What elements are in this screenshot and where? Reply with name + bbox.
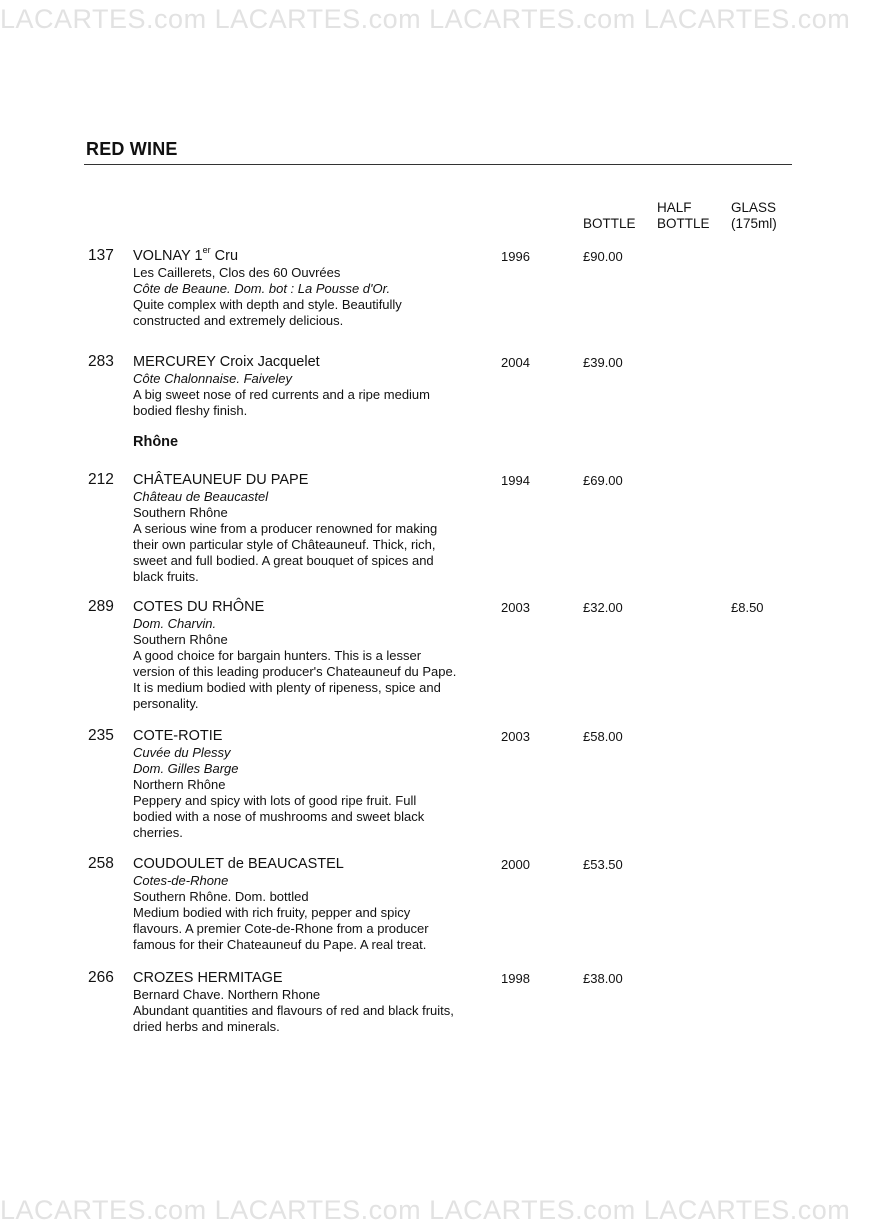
wine-vintage: 1996	[501, 249, 530, 264]
wine-detail-line: Cotes-de-Rhone	[133, 873, 229, 888]
wine-bottle-price: £32.00	[583, 600, 623, 615]
wine-detail-line: Medium bodied with rich fruity, pepper and spicy	[133, 905, 411, 920]
wine-detail-line: A big sweet nose of red currents and a ripe medium	[133, 387, 430, 402]
wine-name-suffix: Cru	[210, 248, 239, 264]
column-header-half-bottle	[657, 200, 710, 232]
wine-detail-line: Dom. Charvin.	[133, 616, 217, 631]
wine-name	[133, 247, 493, 265]
wine-bottle-price: £58.00	[583, 729, 623, 744]
wine-vintage: 1994	[501, 473, 530, 488]
wine-detail-line: Southern Rhône	[133, 632, 228, 647]
wine-vintage: 2003	[501, 729, 530, 744]
wine-number: 289	[88, 598, 114, 615]
wine-detail-line: A serious wine from a producer renowned for making	[133, 521, 438, 536]
wine-description	[133, 353, 493, 419]
wine-name	[133, 727, 493, 745]
wine-detail-line: It is medium bodied with plenty of ripeness, spice and	[133, 680, 441, 695]
wine-detail-line: Peppery and spicy with lots of good ripe fruit. Full	[133, 793, 417, 808]
wine-detail-line: their own particular style of Châteauneuf. Thick, rich,	[133, 537, 436, 552]
wine-detail-line: flavours. A premier Cote-de-Rhone from a producer	[133, 921, 429, 936]
wine-detail-line: Cuvée du Plessy	[133, 745, 231, 760]
wine-detail-line: Southern Rhône. Dom. bottled	[133, 889, 309, 904]
wine-name	[133, 969, 493, 987]
column-header-bottle: BOTTLE	[583, 216, 636, 231]
wine-description	[133, 727, 493, 841]
wine-bottle-price: £53.50	[583, 857, 623, 872]
wine-name-text: MERCUREY Croix Jacquelet	[133, 354, 320, 370]
wine-number: 266	[88, 969, 114, 986]
wine-name-text: CROZES HERMITAGE	[133, 970, 283, 986]
wine-description	[133, 969, 493, 1035]
wine-vintage: 2003	[501, 600, 530, 615]
wine-detail-line: bodied fleshy finish.	[133, 403, 248, 418]
wine-name-text: VOLNAY 1	[133, 248, 203, 264]
wine-detail-line: Abundant quantities and flavours of red and black fruits,	[133, 1003, 454, 1018]
watermark-bottom: LACARTES.com LACARTES.com LACARTES.com LACARTES.com	[0, 1195, 851, 1225]
wine-description	[133, 247, 493, 329]
wine-bottle-price: £38.00	[583, 971, 623, 986]
wine-detail-line: sweet and full bodied. A great bouquet of spices and	[133, 553, 434, 568]
wine-detail-line: Southern Rhône	[133, 505, 228, 520]
wine-name	[133, 855, 493, 873]
wine-number: 235	[88, 727, 114, 744]
wine-detail-line: famous for their Chateauneuf du Pape. A real treat.	[133, 937, 427, 952]
section-title: RED WINE	[86, 139, 178, 159]
wine-glass-price: £8.50	[731, 600, 764, 615]
wine-detail-line: A good choice for bargain hunters. This is a lesser	[133, 648, 422, 663]
wine-detail-line: personality.	[133, 696, 199, 711]
wine-number: 283	[88, 353, 114, 370]
wine-detail-line: dried herbs and minerals.	[133, 1019, 280, 1034]
wine-detail-line: Côte de Beaune. Dom. bot : La Pousse d'Or.	[133, 281, 391, 296]
wine-name-text: CHÂTEAUNEUF DU PAPE	[133, 472, 309, 488]
wine-number: 137	[88, 247, 114, 264]
wine-name	[133, 471, 493, 489]
wine-name	[133, 353, 493, 371]
wine-detail-line: black fruits.	[133, 569, 199, 584]
wine-vintage: 2000	[501, 857, 530, 872]
wine-detail-line: cherries.	[133, 825, 183, 840]
wine-name-superscript: er	[202, 245, 211, 256]
wine-bottle-price: £69.00	[583, 473, 623, 488]
wine-detail-line: Château de Beaucastel	[133, 489, 269, 504]
wine-name-text: COTES DU RHÔNE	[133, 599, 265, 615]
half-bottle-label-line1: HALF	[657, 200, 692, 215]
glass-label-line1: GLASS	[731, 200, 777, 215]
wine-description	[133, 855, 493, 953]
wine-bottle-price: £39.00	[583, 355, 623, 370]
wine-detail-line: Côte Chalonnaise. Faiveley	[133, 371, 292, 386]
wine-detail-line: Quite complex with depth and style. Beautifully	[133, 297, 402, 312]
wine-bottle-price: £90.00	[583, 249, 623, 264]
wine-description	[133, 471, 493, 585]
wine-vintage: 2004	[501, 355, 530, 370]
wine-detail-line: constructed and extremely delicious.	[133, 313, 344, 328]
wine-detail-line: version of this leading producer's Chateauneuf du Pape.	[133, 664, 457, 679]
wine-detail-line: Bernard Chave. Northern Rhone	[133, 987, 321, 1002]
wine-name-text: COUDOULET de BEAUCASTEL	[133, 856, 344, 872]
wine-vintage: 1998	[501, 971, 530, 986]
wine-detail-line: Dom. Gilles Barge	[133, 761, 239, 776]
region-heading-rhone: Rhône	[133, 434, 179, 450]
wine-description	[133, 598, 493, 712]
watermark-top: LACARTES.com LACARTES.com LACARTES.com LACARTES.com	[0, 4, 851, 34]
wine-name	[133, 598, 493, 616]
wine-detail-line: Northern Rhône	[133, 777, 226, 792]
wine-detail-line: Les Caillerets, Clos des 60 Ouvrées	[133, 265, 341, 280]
wine-detail-line: bodied with a nose of mushrooms and sweet black	[133, 809, 425, 824]
glass-label-line2: (175ml)	[731, 216, 777, 231]
half-bottle-label-line2: BOTTLE	[657, 216, 710, 231]
wine-number: 212	[88, 471, 114, 488]
wine-name-text: COTE-ROTIE	[133, 728, 223, 744]
column-header-glass	[731, 200, 777, 232]
title-divider	[84, 164, 792, 165]
wine-number: 258	[88, 855, 114, 872]
